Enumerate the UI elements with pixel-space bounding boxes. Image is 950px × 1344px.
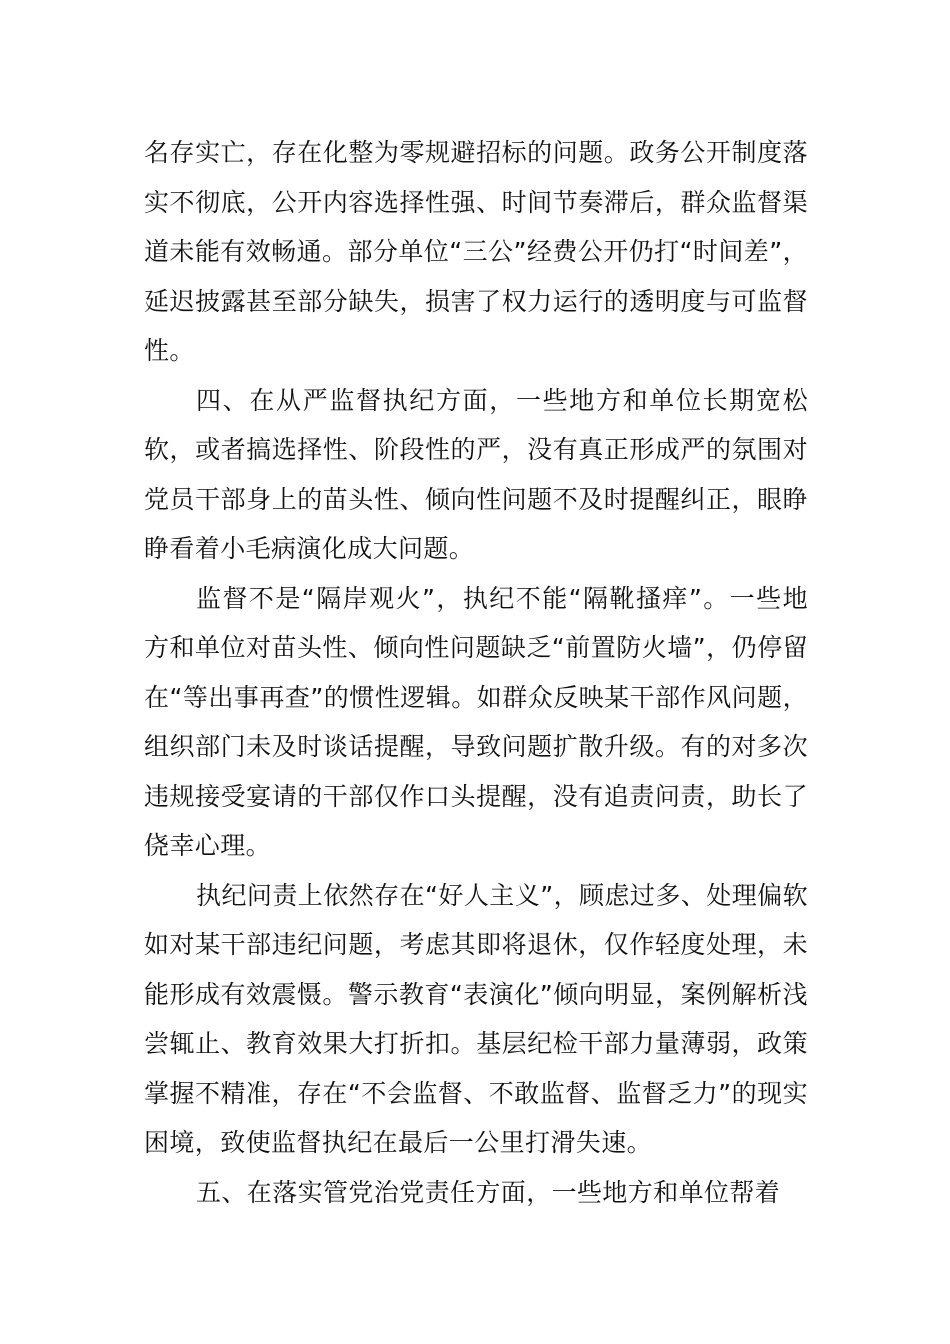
paragraph-2: 四、在从严监督执纪方面，一些地方和单位长期宽松软，或者搞选择性、阶段性的严，没有真正形成严的氛围对党员干部身上的苗头性、倾向性问题不及时提醒纠正，眼睁睁看着小毛病演化成大问题。 xyxy=(144,385,808,563)
document-body xyxy=(144,128,808,1217)
paragraph-1: 名存实亡，存在化整为零规避招标的问题。政务公开制度落实不彻底，公开内容选择性强、时间节奏滞后，群众监督渠道未能有效畅通。部分单位“三公”经费公开仍打“时间差”，延迟披露甚至部分缺失，损害了权力运行的透明度与可监督性。 xyxy=(144,138,808,365)
paragraph-5: 五、在落实管党治党责任方面，一些地方和单位帮着 xyxy=(196,1177,781,1207)
paragraph-4: 执纪问责上依然存在“好人主义”，顾虑过多、处理偏软如对某干部违纪问题，考虑其即将退休，仅作轻度处理，未能形成有效震慑。警示教育“表演化”倾向明显，案例解析浅尝辄止、教育效果大打折扣。基层纪检干部力量薄弱，政策掌握不精准，存在“不会监督、不敢监督、监督乏力”的现实困境，致使监督执纪在最后一公里打滑失速。 xyxy=(144,880,808,1157)
paragraph-3: 监督不是“隔岸观火”，执纪不能“隔靴搔痒”。一些地方和单位对苗头性、倾向性问题缺乏“前置防火墙”，仍停留在“等出事再查”的惯性逻辑。如群众反映某干部作风问题，组织部门未及时谈话提醒，导致问题扩散升级。有的对多次违规接受宴请的干部仅作口头提醒，没有追责问责，助长了侥幸心理。 xyxy=(144,583,808,860)
